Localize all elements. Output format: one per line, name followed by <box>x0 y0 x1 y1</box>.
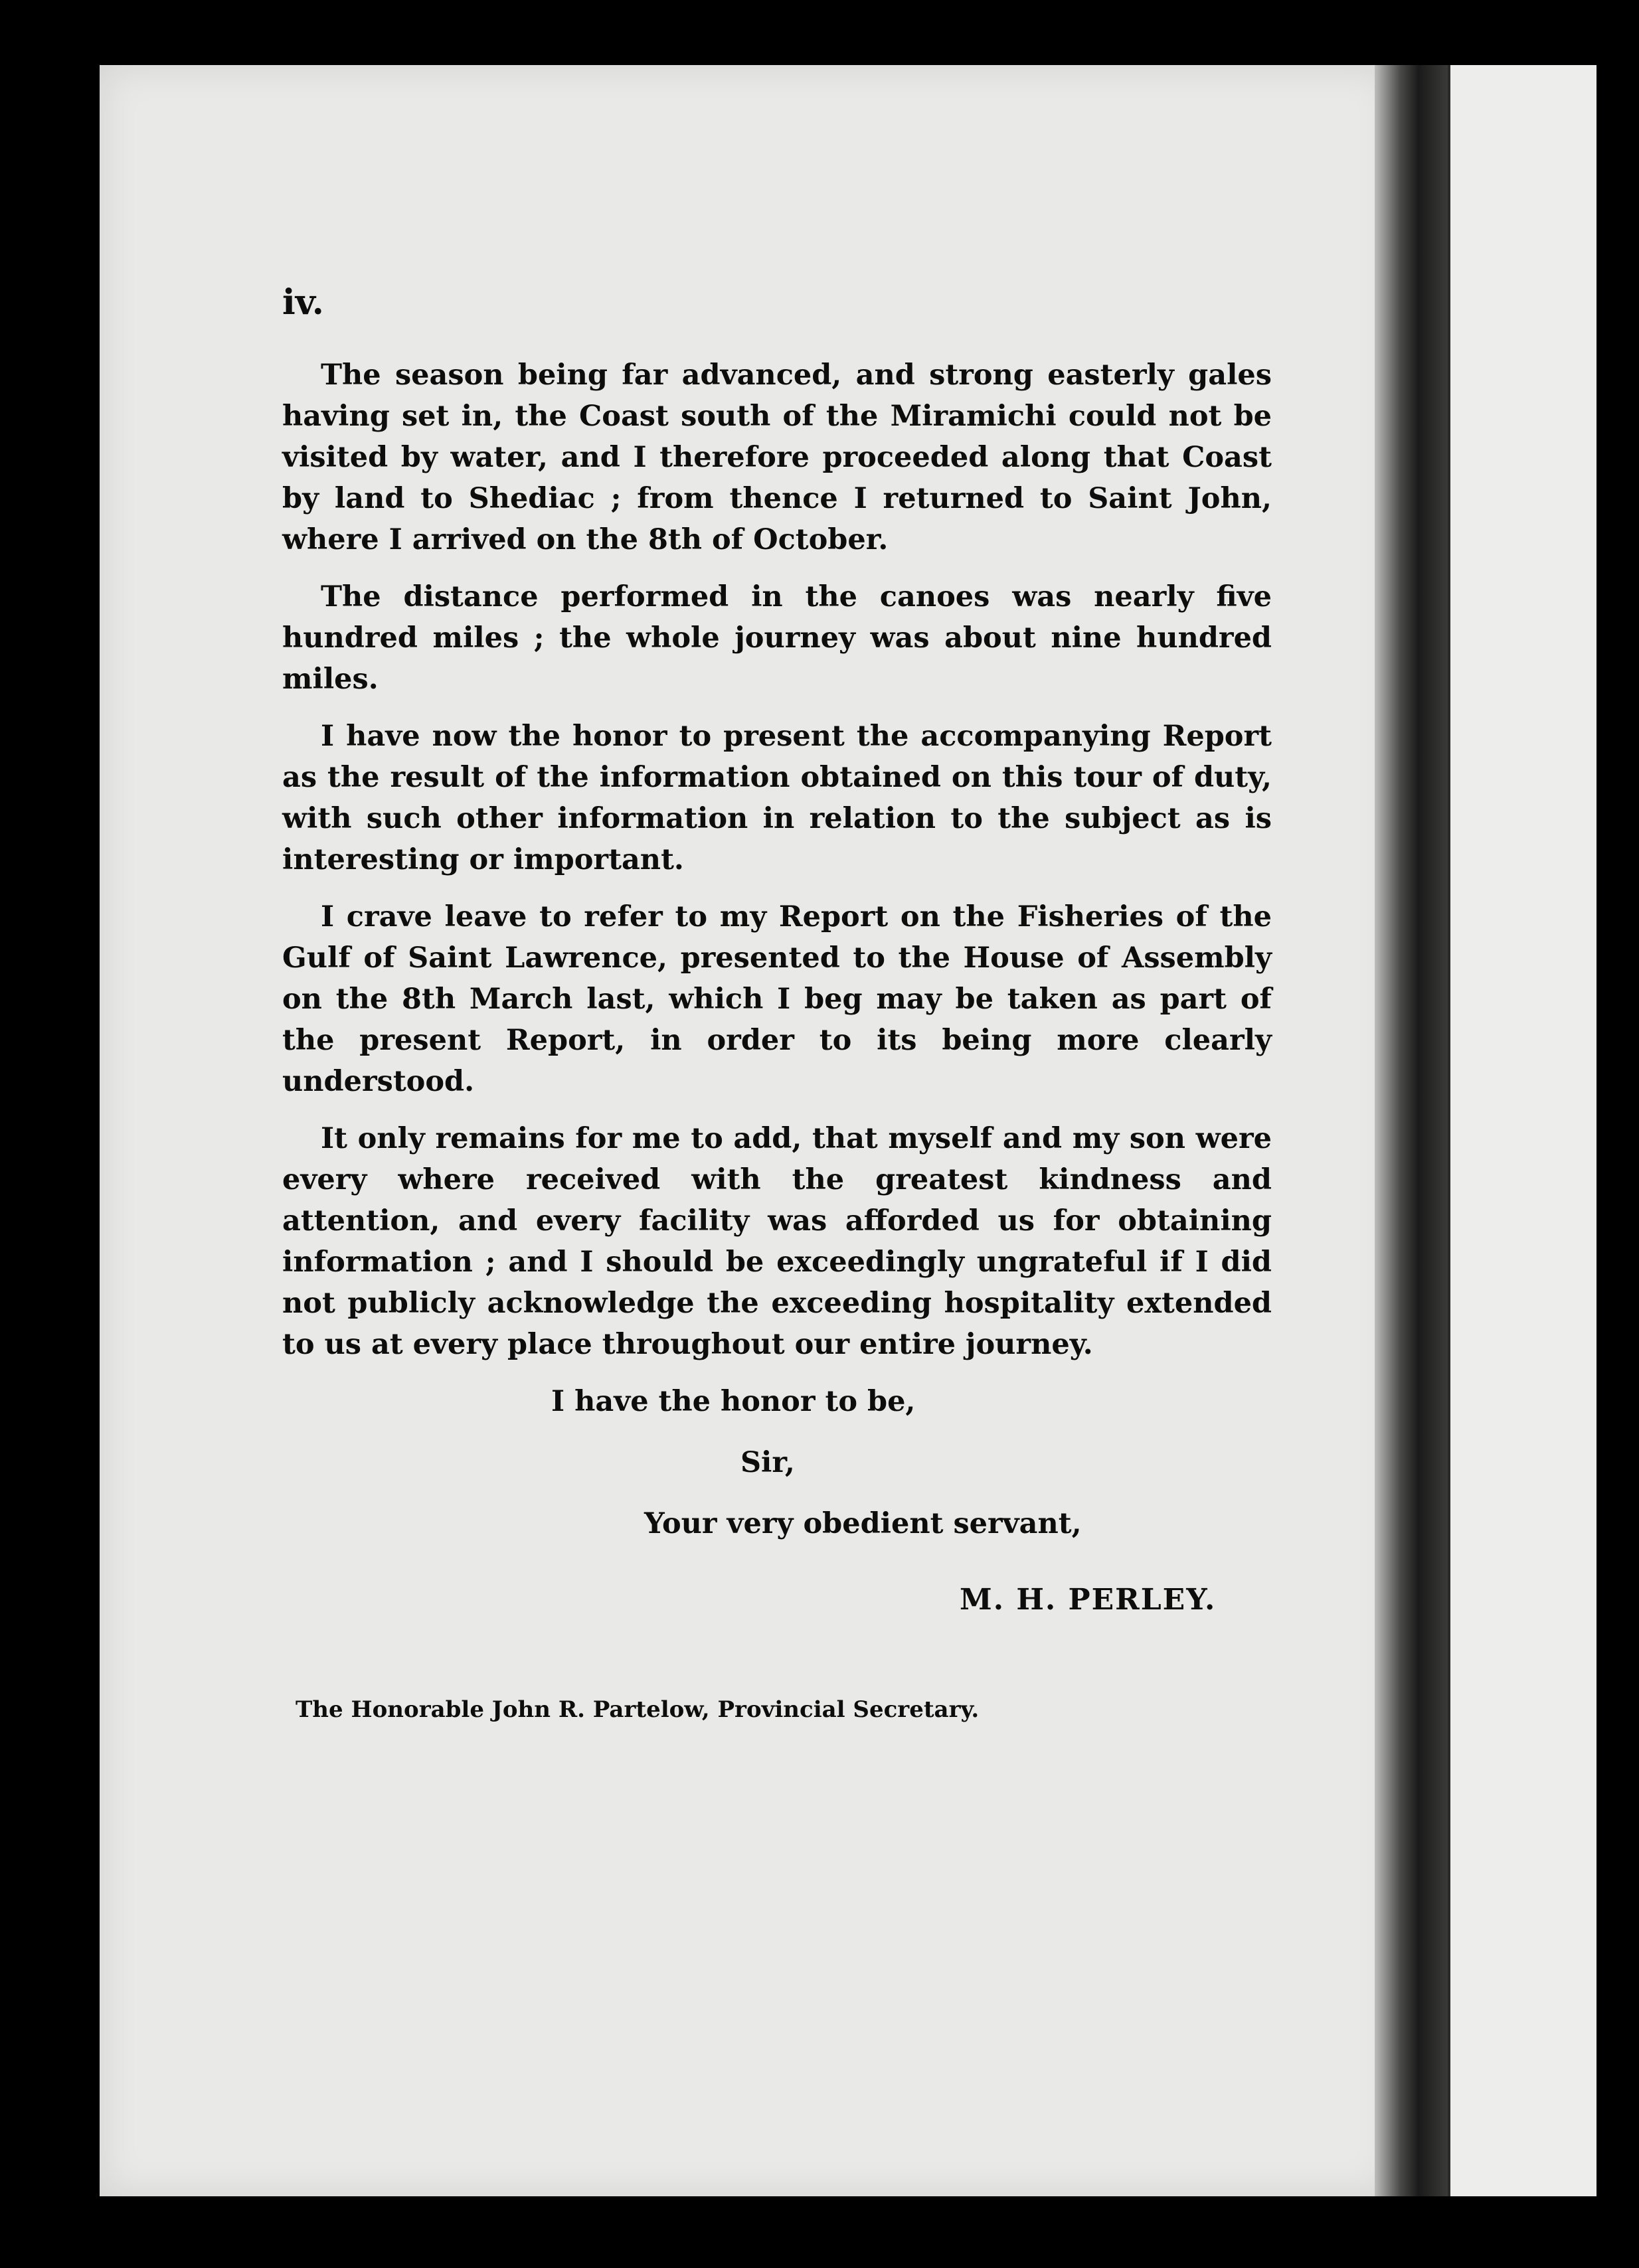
page-number: iv. <box>282 282 324 323</box>
adjacent-page-edge <box>1448 65 1596 2196</box>
paragraph-acknowledgement: It only remains for me to add, that myself and my son were every where received with the greatest kindness and attention, and every facility was afforded us for obtaining information ; and I should be exceedingly ungrateful if I did not publicly acknowledge the exceeding hospitality extended to us at every place throughout our entire journey. <box>282 1122 1272 1361</box>
paragraph-fisheries: I crave leave to refer to my Report on the Fisheries of the Gulf of Saint Lawrence, presented to the House of Assembly on the 8th March last, which I beg may be taken as part of the present Report, in order to its being more clearly understood. <box>282 900 1272 1098</box>
closing-salutation: Sir, <box>740 1446 795 1479</box>
page-gutter-shadow <box>1375 65 1448 2196</box>
addressee: The Honorable John R. Partelow, Provincial Secretary. <box>296 1696 980 1723</box>
paragraph-distance: The distance performed in the canoes was nearly five hundred miles ; the whole journey was about nine hundred miles. <box>282 580 1272 696</box>
page-content <box>282 282 1272 1723</box>
closing-honor: I have the honor to be, <box>551 1385 916 1418</box>
closing-servant: Your very obedient servant, <box>644 1507 1082 1540</box>
paragraph-season: The season being far advanced, and strong easterly gales having set in, the Coast south of the Miramichi could not be visited by water, and I therefore proceeded along that Coast by land to Shediac ; from thence I returned to Saint John, where I arrived on the 8th of October. <box>282 359 1272 556</box>
signature: M. H. PERLEY. <box>960 1583 1217 1617</box>
paragraph-report: I have now the honor to present the accompanying Report as the result of the information obtained on this tour of duty, with such other information in relation to the subject as is interesting or important. <box>282 720 1272 876</box>
